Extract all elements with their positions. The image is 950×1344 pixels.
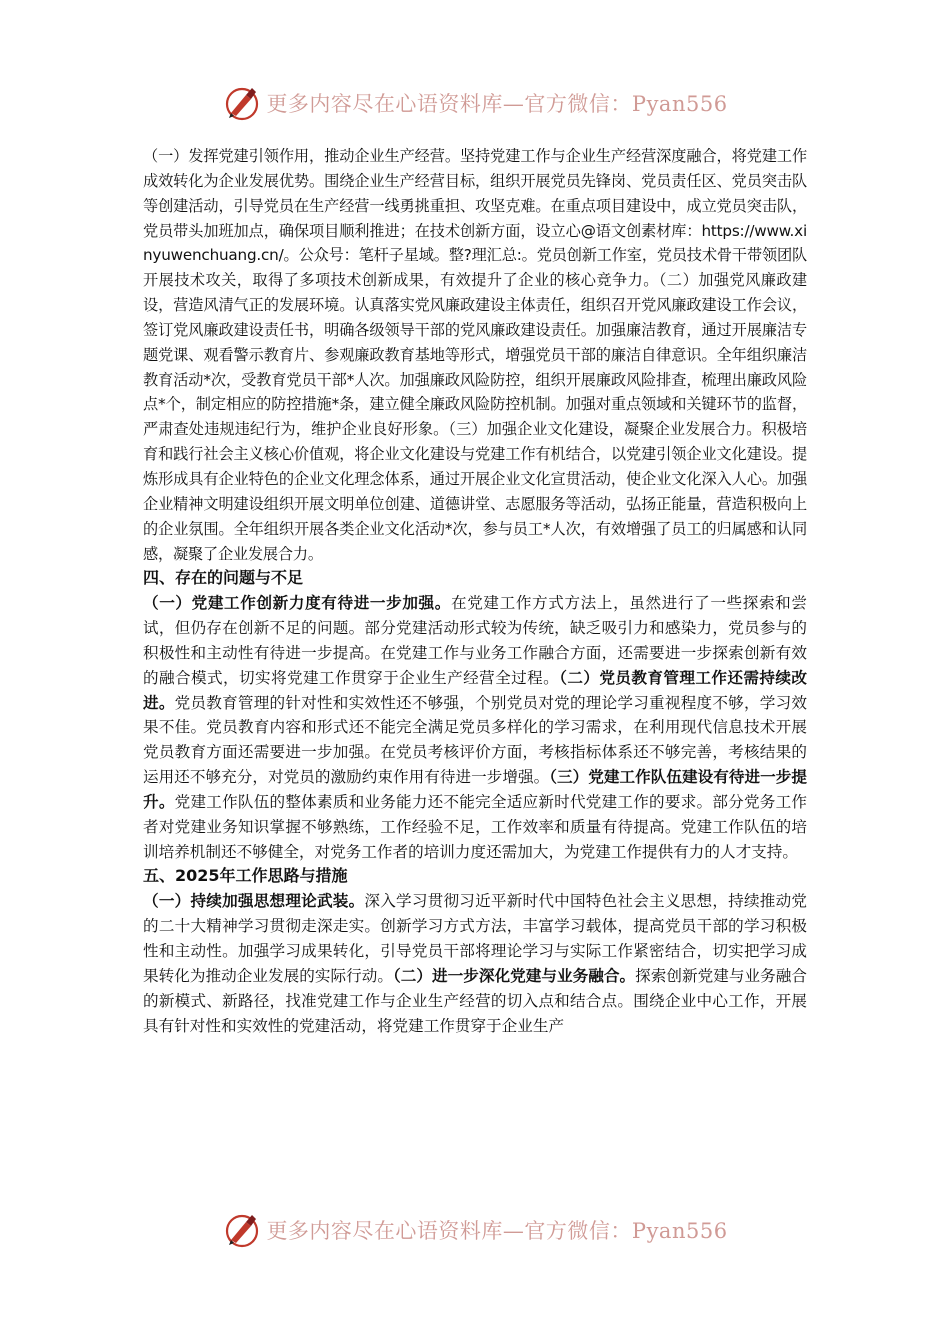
subheading-4-2: （二）党员教育管理工作还需持续改进。 [143, 668, 807, 712]
watermark-banner-bottom [0, 1207, 950, 1253]
pen-circle-logo-icon [222, 83, 262, 123]
subheading-4-3: （三）党建工作队伍建设有待进一步提升。 [143, 768, 807, 811]
subheading-5-2: （二）进一步深化党建与业务融合。 [392, 966, 636, 985]
body-5-2: 探索创新党建与业务融合的新模式、新路径，找准党建工作与企业生产经营的切入点和结合点。围绕企业中心工作，开展具有针对性和实效性的党建活动，将党建工作贯穿于企业生产 [143, 966, 807, 1035]
watermark-text: 更多内容尽在心语资料库—官方微信：Pyan556 [266, 1219, 728, 1243]
body-4-1: 在党建工作方式方法上，虽然进行了一些探索和尝试，但仍存在创新不足的问题。部分党建活动形式较为传统，缺乏吸引力和感染力，党员参与的积极性和主动性有待进一步提高。在党建工作与业务工作融合方面，还需要进一步探索创新有效的融合模式，切实将党建工作贯穿于企业生产经营全过程。 [143, 594, 807, 687]
body-5-1: 深入学习贯彻习近平新时代中国特色社会主义思想，持续推动党的二十大精神学习贯彻走深走实。创新学习方式方法，丰富学习载体，提高党员干部的学习积极性和主动性。加强学习成果转化，引导党员干部将理论学习与实际工作紧密结合，切实把学习成果转化为推动企业发展的实际行动。 [143, 892, 807, 985]
heading-section-5: 五、2025年工作思路与措施 [143, 866, 348, 886]
paragraph-section-5 [143, 889, 807, 1038]
watermark-text: 更多内容尽在心语资料库—官方微信：Pyan556 [266, 92, 728, 116]
paragraph-achievements: （一）发挥党建引领作用，推动企业生产经营。坚持党建工作与企业生产经营深度融合，将党建工作成效转化为企业发展优势。围绕企业生产经营目标，组织开展党员先锋岗、党员责任区、党员突击队等创建活动，引导党员在生产经营一线勇挑重担、攻坚克难。在重点项目建设中，成立党员突击队，党员带头加班加点，确保项目顺利推进；在技术创新方面，设立心@语文创素材库：https://www.xinyuwenchuang.cn/。公众号：笔杆子星域。整?理汇总:。党员创新工作室，党员技术骨干带领团队开展技术攻关，取得了多项技术创新成果，有效提升了企业的核心竞争力。（二）加强党风廉政建设，营造风清气正的发展环境。认真落实党风廉政建设主体责任，组织召开党风廉政建设工作会议，签订党风廉政建设责任书，明确各级领导干部的党风廉政建设责任。加强廉洁教育，通过开展廉洁专题党课、观看警示教育片、参观廉政教育基地等形式，增强党员干部的廉洁自律意识。全年组织廉洁教育活动*次，受教育党员干部*人次。加强廉政风险防控，组织开展廉政风险排查，梳理出廉政风险点*个，制定相应的防控措施*条，建立健全廉政风险防控机制。加强对重点领域和关键环节的监督，严肃查处违规违纪行为，维护企业良好形象。（三）加强企业文化建设，凝聚企业发展合力。积极培育和践行社会主义核心价值观，将企业文化建设与党建工作有机结合，以党建引领企业文化建设。提炼形成具有企业特色的企业文化理念体系，通过开展企业文化宣贯活动，使企业文化深入人心。加强企业精神文明建设组织开展文明单位创建、道德讲堂、志愿服务等活动，弘扬正能量，营造积极向上的企业氛围。全年组织开展各类企业文化活动*次，参与员工*人次，有效增强了员工的归属感和认同感，凝聚了企业发展合力。 [143, 147, 807, 563]
document-body [143, 144, 807, 1038]
watermark-banner-top [0, 80, 950, 126]
paragraph-section-4 [143, 591, 807, 864]
subheading-5-1: （一）持续加强思想理论武装。 [143, 892, 365, 911]
heading-section-4: 四、存在的问题与不足 [143, 568, 304, 588]
body-4-3: 党建工作队伍的整体素质和业务能力还不能完全适应新时代党建工作的要求。部分党务工作者对党建业务知识掌握不够熟练，工作经验不足，工作效率和质量有待提高。党建工作队伍的培训培养机制还不够健全，对党务工作者的培训力度还需加大，为党建工作提供有力的人才支持。 [143, 792, 807, 861]
subheading-4-1: （一）党建工作创新力度有待进一步加强。 [143, 594, 451, 613]
pen-circle-logo-icon [222, 1210, 262, 1250]
body-4-2: 党员教育管理的针对性和实效性还不够强，个别党员对党的理论学习重视程度不够，学习效果不佳。党员教育内容和形式还不能完全满足党员多样化的学习需求，在利用现代信息技术开展党员教育方面还需要进一步加强。在党员考核评价方面，考核指标体系还不够完善，考核结果的运用还不够充分，对党员的激励约束作用有待进一步增强。 [143, 693, 807, 787]
